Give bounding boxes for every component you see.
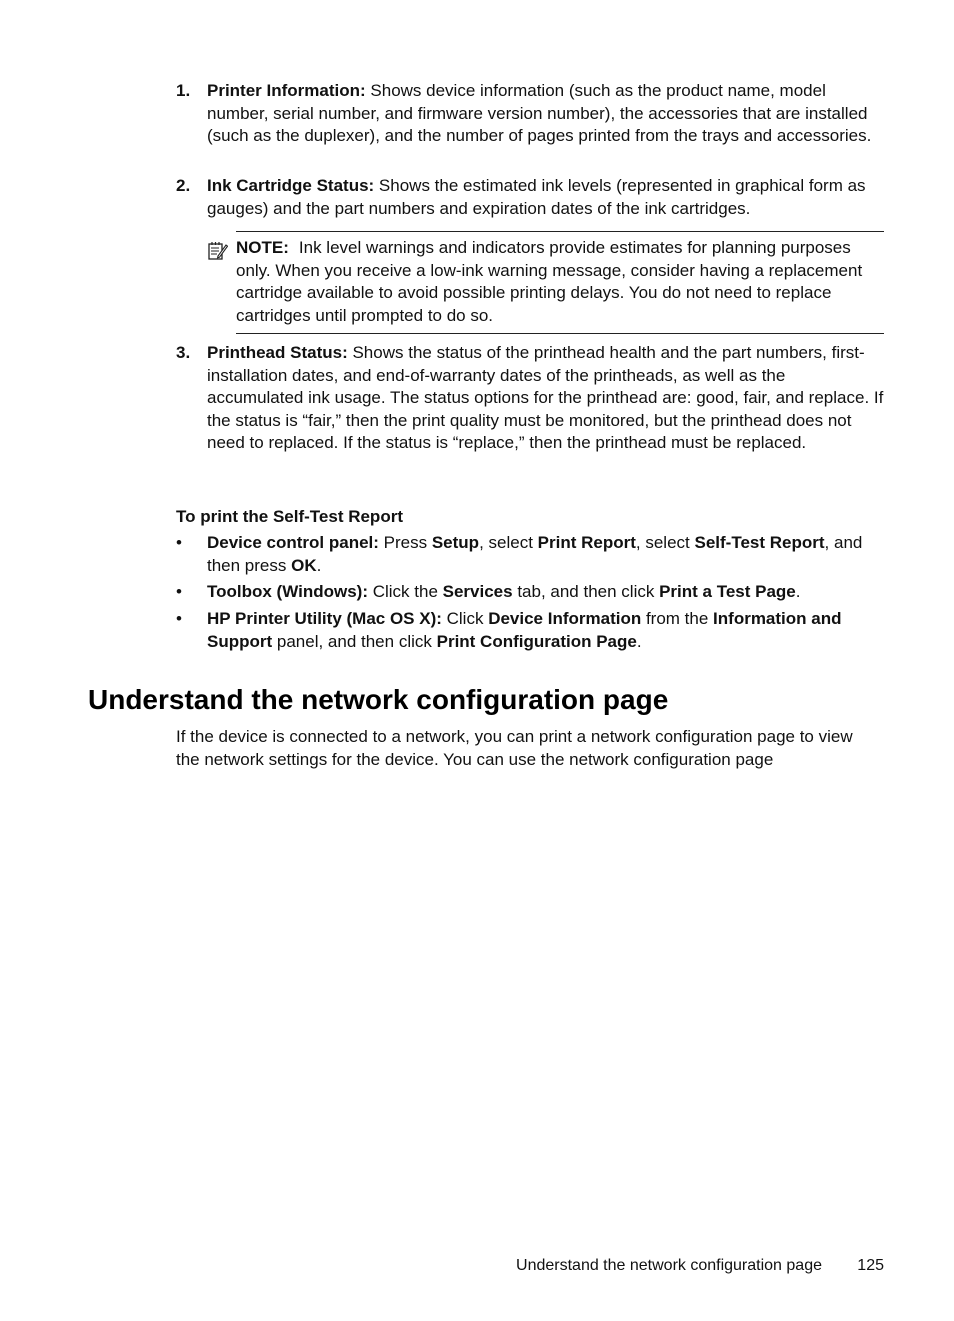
note-box [206,231,884,334]
step-text: . [636,631,642,651]
bullet-marker: • [176,582,182,601]
list-item-printhead-status [176,342,886,455]
note-text-block [236,237,884,327]
step-text: . [316,555,322,575]
step-label: Device control panel: [207,533,379,552]
bullet-body [207,581,886,604]
list-item-body [207,175,886,220]
procedure-step-hp-printer-utility [176,608,886,653]
note-text: Ink level warnings and indicators provide estimates for planning purposes only. When you receive a low-ink warning message, consider having a replacement cartridge available to avoid possible printing delays. You do not need to replace cartridges until prompted to do so. [236,238,863,325]
procedure-title: To print the Self-Test Report [176,507,403,526]
step-text: , select [635,533,695,552]
step-label: Toolbox (Windows): [207,582,368,601]
step-keyword: Device Information [488,609,642,628]
section-heading: Understand the network configuration page [88,684,669,715]
step-text: Click the [368,582,443,601]
list-item-text: Shows the status of the printhead health and the part numbers, first-installation dates, and end-of-warranty dates of the printheads, as well as the accumulated ink usage. The status options for the printhead are: good, fair, and replace. If the status is “fair,” then the print quality must be monitored, but the printhead does not need to replaced. If the status is “replace,” then the printhead must be replaced. [207,343,884,452]
step-text: panel, and then click [272,631,437,651]
list-item-text: Shows device information (such as the product name, model number, serial number, and firmware version number), the accessories that are installed (such as the duplexer), and the number of pages printed from the trays and accessories. [207,81,872,145]
step-text: from the [641,609,714,628]
step-text: , and then press [207,533,863,575]
note-icon [206,239,228,261]
bullet-marker: • [176,609,182,628]
list-item-number: 1. [176,81,191,100]
list-item-label: Printer Information: [207,81,366,100]
step-text: Press [378,533,432,552]
list-item-body [207,342,886,455]
step-text: Click [441,609,489,628]
step-text: . [795,582,801,601]
list-item-ink-cartridge-status [176,175,886,220]
step-keyword: Information and Support [207,609,842,651]
footer-title: Understand the network configuration page [516,1257,822,1274]
step-label: HP Printer Utility (Mac OS X): [207,609,442,628]
bullet-body [207,532,886,577]
list-item-number: 3. [176,343,191,362]
procedure-step-toolbox [176,581,886,604]
bullet-marker: • [176,533,182,552]
bullet-body [207,608,886,653]
list-item-printer-information [176,80,886,148]
step-keyword: OK [291,555,317,575]
step-keyword: Services [442,582,513,601]
list-item-label: Printhead Status: [207,343,348,362]
page-number: 125 [857,1257,884,1274]
note-label: NOTE: [236,238,289,257]
list-item-label: Ink Cartridge Status: [207,176,375,195]
step-keyword: Print Configuration Page [436,631,637,651]
list-item-body [207,80,886,148]
step-keyword: Setup [431,533,480,552]
list-item-text: Shows the estimated ink levels (represented in graphical form as gauges) and the part numbers and expiration dates of the ink cartridges. [207,176,866,218]
step-text: tab, and then click [512,582,660,601]
list-item-number: 2. [176,176,191,195]
step-keyword: Self-Test Report [694,533,825,552]
step-keyword: Print a Test Page [659,582,796,601]
section-intro: If the device is connected to a network, you can print a network configuration page to view the network settings for the device. You can use the network configuration page [176,727,853,769]
step-keyword: Print Report [537,533,636,552]
procedure-step-control-panel [176,532,886,577]
note-top-rule [236,231,884,232]
note-bottom-rule [236,333,884,334]
step-text: , select [479,533,538,552]
